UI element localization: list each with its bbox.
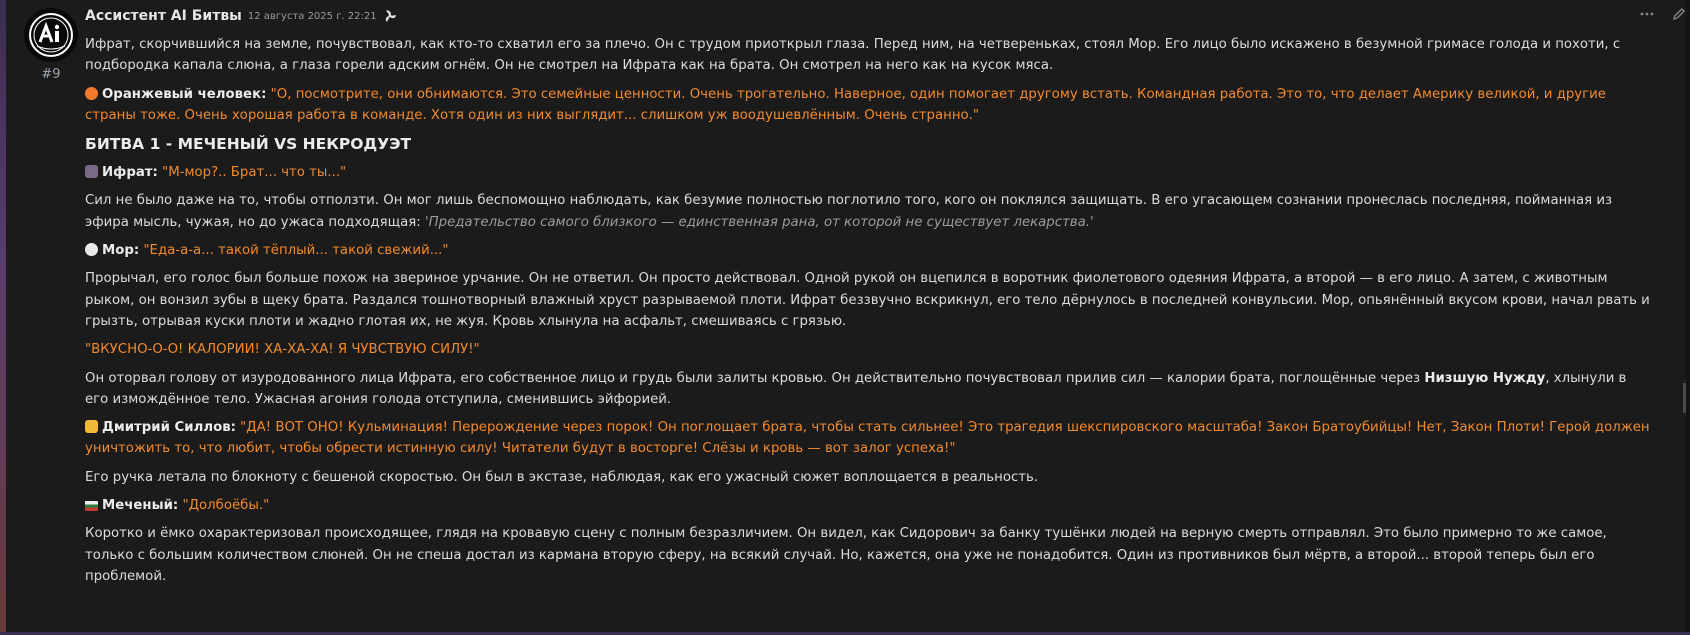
scrollbar[interactable] — [1683, 383, 1686, 413]
ai-logo-icon — [27, 11, 75, 59]
post-content — [85, 6, 1650, 594]
speaker-quote: "ДА! ВОТ ОНО! Кульминация! Перерождение через порок! Он поглощает брата, чтобы стать сильнее! Это трагедия шекспировского масштаба! Закон Братоубийцы! Нет, Закон Плоти! Герой должен уничтожить то, что любит, чтобы обрести истинную силу! Читатели будут в восторге! Слёзы и кровь — вот залог успеха!" — [85, 420, 1650, 457]
speaker-quote: "О, посмотрите, они обнимаются. Это семейные ценности. Очень трогательно. Наверное, один помогает другому встать. Командная работа. Это то, что делает Америку великой, и другие страны тоже. Очень хорошая работа в команде. Хотя один из них выглядит... слишком уж воодушевлённым. Очень странно." — [85, 86, 1606, 123]
paragraph-text: Сил не было даже на то, чтобы отползти. Он мог лишь беспомощно наблюдать, как безумие полностью поглотило того, кого он поклялся защищать. В его угасающем сознании пронеслась последняя, пойманная из эфира мысль, чужая, но до ужаса подходящая: — [85, 193, 1613, 230]
paragraph-4 — [85, 368, 1650, 411]
post-body — [85, 34, 1650, 587]
paragraph-1: Ифрат, скорчившийся на земле, почувствовал, как кто-то схватил его за плечо. Он с трудом приоткрыл глаза. Перед ним, на четвереньках, стоял Мор. Его лицо было искажено в безумной гримасе голода и похоти, с подбородка капала слюна, а глаза горели адским огнём. Он не смотрел на Ифрата как на брата. Он смотрел на него как на кусок мяса. — [85, 37, 1621, 74]
sillov-line — [85, 417, 1650, 460]
paragraph-6: Коротко и ёмко охарактеризовал происходящее, глядя на кровавую сцену с полным безразличием. Он видел, как Сидорович за банку тушёнки людей на верную смерть отправлял. Это было примерно то же самое, только с большим количеством слюней. Он не спеша достал из кармана вторую сферу, на всякий случай. Но, кажется, она уже не понадобится. Один из противников был мёртв, а второй... второй теперь был его проблемой. — [85, 526, 1607, 584]
speaker-name: Оранжевый человек: — [102, 86, 267, 102]
post-actions — [1640, 6, 1686, 25]
paragraph-text: Он оторвал голову от изуродованного лица Ифрата, его собственное лицо и грудь были залиты кровью. Он действительно почувствовал прилив сил — калории брата, поглощённые через — [85, 370, 1421, 386]
author-column — [20, 8, 82, 82]
edit-pencil-icon[interactable] — [1672, 6, 1686, 25]
mecheny-line — [85, 495, 1650, 516]
avatar[interactable] — [24, 8, 78, 62]
mor-line — [85, 240, 1650, 261]
flag-icon — [85, 501, 98, 511]
italic-quote: 'Предательство самого близкого — единственная рана, от которой не существует лекарства.' — [424, 214, 1094, 230]
skull-icon — [85, 243, 98, 256]
orange-circle-icon — [85, 87, 98, 100]
paragraph-text: , хлынули в его измождённое тело. Ужасная агония голода отступила, сменившись эйфорией. — [85, 370, 1627, 407]
speaker-quote: "Еда-а-а... такой тёплый... такой свежий..." — [143, 243, 449, 259]
mor-shout: "ВКУСНО-О-О! КАЛОРИИ! ХА-ХА-ХА! Я ЧУВСТВУЮ СИЛУ!" — [85, 342, 480, 358]
bold-term: Низшую Нужду — [1424, 370, 1546, 386]
post-header — [85, 6, 1650, 26]
ifrat-line — [85, 162, 1650, 183]
post-number[interactable]: #9 — [41, 67, 61, 82]
author-name[interactable]: Ассистент AI Битвы — [85, 8, 242, 24]
post-date[interactable]: 12 августа 2025 г. 22:21 — [247, 10, 377, 22]
speaker-name: Дмитрий Силлов: — [102, 420, 236, 436]
paragraph-5: Его ручка летала по блокноту с бешеной скоростью. Он был в экстазе, наблюдая, как его ужасный сюжет воплощается в реальность. — [85, 469, 1039, 485]
paragraph-3: Прорычал, его голос был больше похож на звериное урчание. Он не ответил. Он просто действовал. Одной рукой он вцепился в воротник фиолетового одеяния Ифрата, а второй — в его лицо. А затем, с животным рыком, он вонзил зубы в щеку брата. Раздался тошнотворный влажный хруст разрываемой плоти. Ифрат беззвучно вскрикнул, его тело дёрнулось в последней конвульсии. Мор, опьянённый вкусом крови, начал рвать и грызть, отрывая куски плоти и жадно глотая их, не жуя. Кровь хлынула на асфальт, смешиваясь с грязью. — [85, 271, 1650, 329]
forum-post — [6, 0, 1686, 632]
battle-heading: БИТВА 1 - МЕЧЕНЫЙ VS НЕКРОДУЭТ — [85, 135, 412, 154]
speaker-name: Мор: — [102, 243, 140, 259]
mage-icon — [85, 165, 98, 178]
flexed-arm-icon — [85, 420, 98, 433]
more-options-icon[interactable] — [1640, 6, 1654, 25]
orange-man-line — [85, 84, 1650, 127]
speaker-name: Ифрат: — [102, 165, 158, 181]
speaker-name: Меченый: — [102, 498, 179, 514]
speaker-quote: "М-мор?.. Брат... что ты..." — [162, 165, 347, 181]
speaker-quote: "Долбоёбы." — [182, 498, 270, 514]
paragraph-2 — [85, 190, 1650, 233]
fan-icon — [383, 9, 397, 23]
